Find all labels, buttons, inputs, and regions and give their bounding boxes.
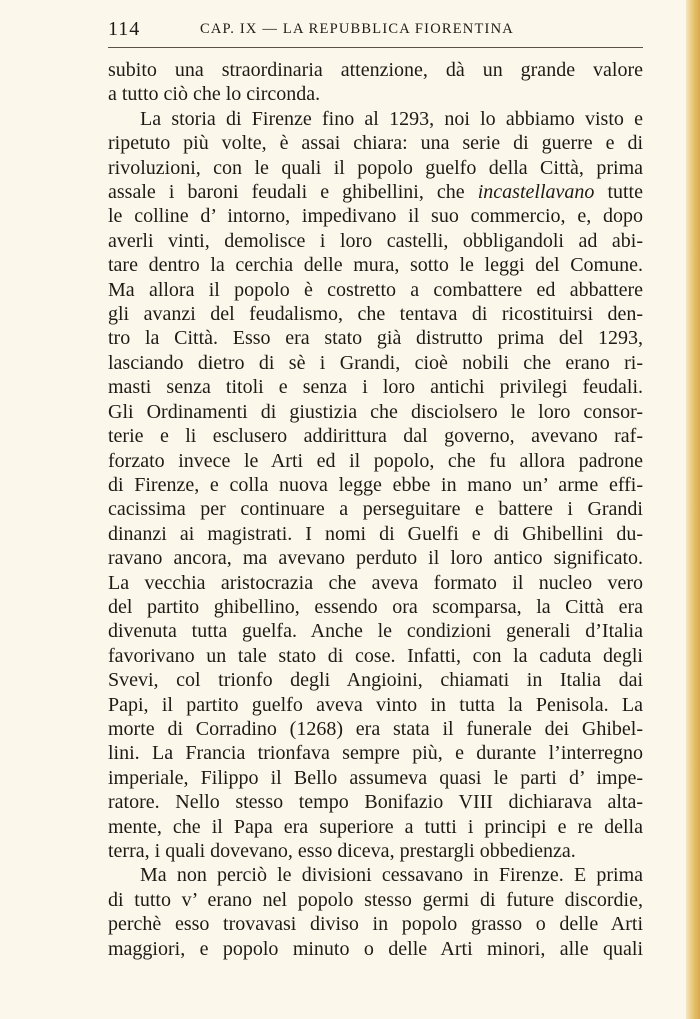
text-line: divenuta tutta guelfa. Anche le condizioni generali d’Italia: [108, 620, 643, 643]
text-line: subito una straordinaria attenzione, dà un grande valore: [108, 59, 643, 81]
text-line: a tutto ciò che lo circonda.: [108, 83, 321, 106]
text-line: lasciando dietro di sè i Grandi, cioè nobili che erano ri-: [108, 351, 643, 374]
text-line: dinanzi ai magistrati. I nomi di Guelfi e di Ghibellini du-: [108, 522, 643, 545]
text-line: di Firenze, e colla nuova legge ebbe in mano un’ arme effi-: [108, 473, 643, 496]
text-line: cacissima per continuare a perseguitare e battere i Grandi: [108, 498, 643, 521]
text-line: Gli Ordinamenti di giustizia che disciolsero le loro consor-: [108, 400, 643, 423]
text-line: imperiale, Filippo il Bello assumeva quasi le parti d’ impe-: [108, 766, 643, 789]
text-line: [108, 180, 643, 204]
text-line: terie e li esclusero addirittura dal governo, avevano raf-: [108, 425, 643, 448]
text-line: lini. La Francia trionfava sempre più, e durante l’interregno: [108, 742, 643, 765]
text-line: mente, che il Papa era superiore a tutti i principi e re della: [108, 815, 643, 838]
text-line: perchè esso trovavasi diviso in popolo grasso o delle Arti: [108, 913, 643, 936]
text-line: Svevi, col trionfo degli Angioini, chiamati in Italia dai: [108, 669, 643, 692]
text-line: La vecchia aristocrazia che aveva formato il nucleo vero: [108, 571, 643, 594]
text-line: gli avanzi del feudalismo, che tentava di ricostituirsi den-: [108, 303, 643, 326]
page-number: 114: [108, 18, 141, 40]
text-line: di tutto v’ erano nel popolo stesso germi di future discordie,: [108, 888, 643, 911]
text-line: ripetuto più volte, è assai chiara: una serie di guerre e di: [108, 132, 643, 155]
text-line: averli vinti, demolisce i loro castelli, obbligandoli ad abi-: [108, 229, 643, 252]
text-line: maggiori, e popolo minuto o delle Arti minori, alle quali: [108, 937, 643, 960]
text-run: assale i baroni feudali e ghibellini, che: [108, 181, 478, 204]
text-line: forzato invece le Arti ed il popolo, che fu allora padrone: [108, 449, 643, 472]
text-line: ravano ancora, ma avevano perduto il loro antico significato.: [108, 547, 643, 570]
text-line: favorivano un tale stato di cose. Infatti, con la caduta degli: [108, 644, 643, 667]
text-line: morte di Corradino (1268) era stata il funerale dei Ghibel-: [108, 717, 643, 740]
text-line: masti senza titoli e senza i loro antichi privilegi feudali.: [108, 376, 643, 399]
italic-word: incastellavano: [477, 181, 595, 204]
text-line: Ma non perciò le divisioni cessavano in Firenze. E prima: [140, 864, 643, 887]
page-header: [108, 18, 643, 44]
text-line: Ma allora il popolo è costretto a combattere ed abbattere: [108, 278, 643, 301]
text-line: Papi, il partito guelfo aveva vinto in tutta la Penisola. La: [108, 693, 643, 716]
header-rule: [108, 47, 643, 48]
running-head: CAP. IX — LA REPUBBLICA FIORENTINA: [200, 21, 514, 37]
text-line: rivoluzioni, con le quali il popolo guelfo della Città, prima: [108, 156, 643, 179]
text-line: le colline d’ intorno, impedivano il suo commercio, e, dopo: [108, 205, 643, 228]
page-edge: [686, 0, 700, 1019]
text-line: terra, i quali dovevano, esso diceva, prestargli obbedienza.: [108, 840, 576, 862]
text-run: tutte: [594, 181, 643, 204]
text-line: La storia di Firenze fino al 1293, noi lo abbiamo visto e: [140, 107, 643, 130]
text-line: del partito ghibellino, essendo ora scomparsa, la Città era: [108, 595, 643, 618]
body-text: [108, 58, 643, 961]
text-line: tare dentro la cerchia delle mura, sotto le leggi del Comune.: [108, 254, 643, 277]
text-line: tro la Città. Esso era stato già distrutto prima del 1293,: [108, 327, 643, 350]
text-line: ratore. Nello stesso tempo Bonifazio VIII dichiarava alta-: [108, 791, 643, 814]
